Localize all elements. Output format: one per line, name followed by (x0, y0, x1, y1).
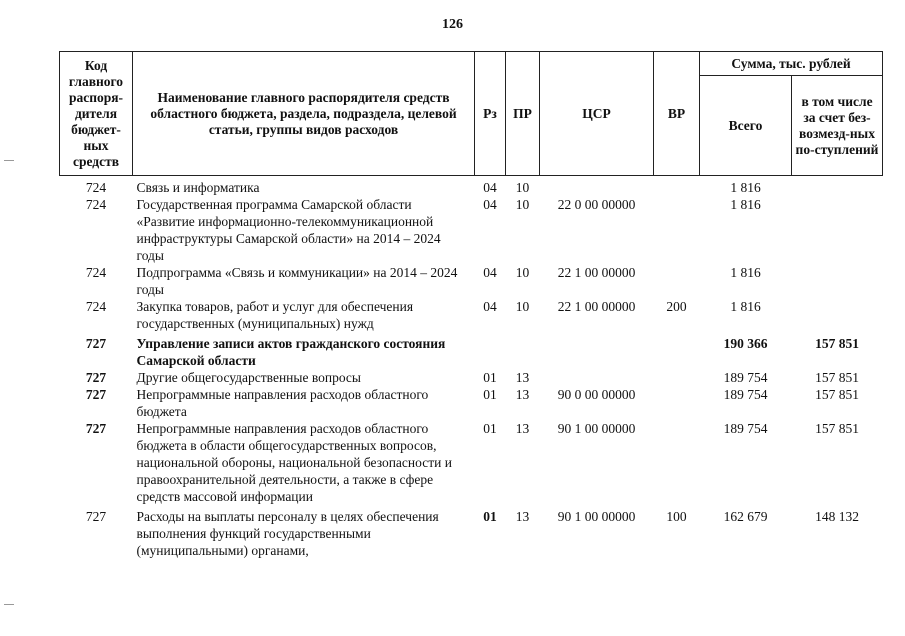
cell-csr: 90 0 00 00000 (557, 387, 636, 402)
cell-rz: 04 (483, 180, 497, 195)
table-row (60, 420, 883, 505)
header-csr: ЦСР (540, 52, 654, 176)
cell-csr (540, 369, 654, 386)
cell-vr (654, 196, 700, 264)
cell-rz: 01 (483, 387, 497, 402)
cell-free (792, 298, 883, 332)
cell-pr: 13 (515, 370, 530, 385)
header-name: Наименование главного распорядителя средств областного бюджета, раздела, подраздела, целевой статьи, группы видов расходов (133, 52, 475, 176)
cell-pr: 10 (515, 299, 530, 314)
table-row (60, 369, 883, 386)
cell-vr (654, 264, 700, 298)
cell-vr (654, 332, 700, 369)
cell-free (792, 264, 883, 298)
cell-code: 727 (85, 421, 107, 436)
margin-mark (4, 160, 14, 161)
cell-vr: 200 (666, 299, 687, 314)
cell-pr: 13 (515, 387, 530, 402)
cell-pr: 10 (515, 197, 530, 212)
table-row (60, 505, 883, 559)
cell-vr (654, 386, 700, 420)
cell-name: Непрограммные направления расходов областного бюджета в области общегосударственных вопросов, национальной обороны, национальной безопасности и правоохранительной деятельности, а также в сфере средств массовой информации (136, 421, 452, 504)
cell-free: 157 851 (815, 336, 859, 351)
cell-total: 189 754 (723, 387, 768, 402)
cell-code: 724 (85, 265, 107, 280)
cell-total: 162 679 (723, 509, 768, 524)
cell-csr: 90 1 00 00000 (557, 509, 636, 524)
cell-pr: 13 (515, 509, 530, 524)
page-number: 126 (442, 17, 463, 32)
cell-csr: 22 1 00 00000 (557, 265, 636, 280)
cell-pr (506, 332, 540, 369)
cell-vr (654, 420, 700, 505)
header-sum: Сумма, тыс. рублей (700, 52, 883, 76)
cell-code: 724 (85, 197, 107, 212)
cell-name: Управление записи актов гражданского состояния Самарской области (136, 336, 446, 368)
table-row (60, 176, 883, 197)
table-row (60, 196, 883, 264)
budget-table (59, 51, 883, 559)
cell-rz: 04 (483, 265, 497, 280)
cell-vr (654, 176, 700, 197)
cell-total: 189 754 (723, 370, 768, 385)
header-pr: ПР (506, 52, 540, 176)
cell-csr: 22 1 00 00000 (557, 299, 636, 314)
cell-csr: 22 0 00 00000 (557, 197, 636, 212)
cell-name: Непрограммные направления расходов областного бюджета (136, 387, 429, 419)
cell-pr: 13 (515, 421, 530, 436)
cell-total: 189 754 (723, 421, 768, 436)
cell-free (792, 196, 883, 264)
cell-rz (475, 332, 506, 369)
cell-free: 157 851 (815, 387, 859, 402)
cell-free: 157 851 (815, 370, 859, 385)
cell-free (792, 176, 883, 197)
cell-vr (654, 369, 700, 386)
table-row (60, 298, 883, 332)
cell-name: Подпрограмма «Связь и коммуникации» на 2014 – 2024 годы (136, 265, 458, 297)
cell-rz: 01 (483, 421, 497, 436)
cell-csr (540, 176, 654, 197)
cell-code: 727 (85, 387, 107, 402)
cell-name: Расходы на выплаты персоналу в целях обеспечения выполнения функций государственными (муниципальными) органами, (136, 509, 439, 558)
cell-rz: 01 (483, 509, 497, 524)
margin-mark (4, 604, 14, 605)
cell-code: 724 (85, 299, 107, 314)
cell-code: 727 (85, 370, 107, 385)
header-free: в том числе за счет без-возмезд-ных по-ступлений (792, 76, 883, 176)
cell-code: 727 (85, 509, 107, 524)
cell-total: 1 816 (730, 197, 761, 212)
cell-name: Связь и информатика (136, 180, 260, 195)
cell-free: 148 132 (815, 509, 859, 524)
cell-total: 1 816 (730, 265, 761, 280)
table-row (60, 332, 883, 369)
cell-name: Другие общегосударственные вопросы (136, 370, 361, 385)
table-row (60, 264, 883, 298)
cell-pr: 10 (515, 180, 530, 195)
cell-total: 190 366 (723, 336, 768, 351)
cell-total: 1 816 (730, 180, 761, 195)
cell-csr (540, 332, 654, 369)
cell-code: 727 (85, 336, 107, 351)
cell-csr: 90 1 00 00000 (557, 421, 636, 436)
cell-rz: 04 (483, 197, 497, 212)
cell-code: 724 (85, 180, 107, 195)
header-vr: ВР (654, 52, 700, 176)
cell-total: 1 816 (730, 299, 761, 314)
cell-rz: 04 (483, 299, 497, 314)
cell-pr: 10 (515, 265, 530, 280)
cell-vr: 100 (666, 509, 687, 524)
cell-rz: 01 (483, 370, 497, 385)
header-total: Всего (700, 76, 792, 176)
header-rz: Рз (475, 52, 506, 176)
table-row (60, 386, 883, 420)
cell-free: 157 851 (815, 421, 859, 436)
cell-name: Государственная программа Самарской области «Развитие информационно-телекоммуникационной инфраструктуры Самарской области» на 2014 – 2024 годы (136, 197, 441, 263)
cell-name: Закупка товаров, работ и услуг для обеспечения государственных (муниципальных) нужд (136, 299, 414, 331)
header-code: Код главного распоря-дителя бюджет-ных средств (60, 52, 133, 176)
